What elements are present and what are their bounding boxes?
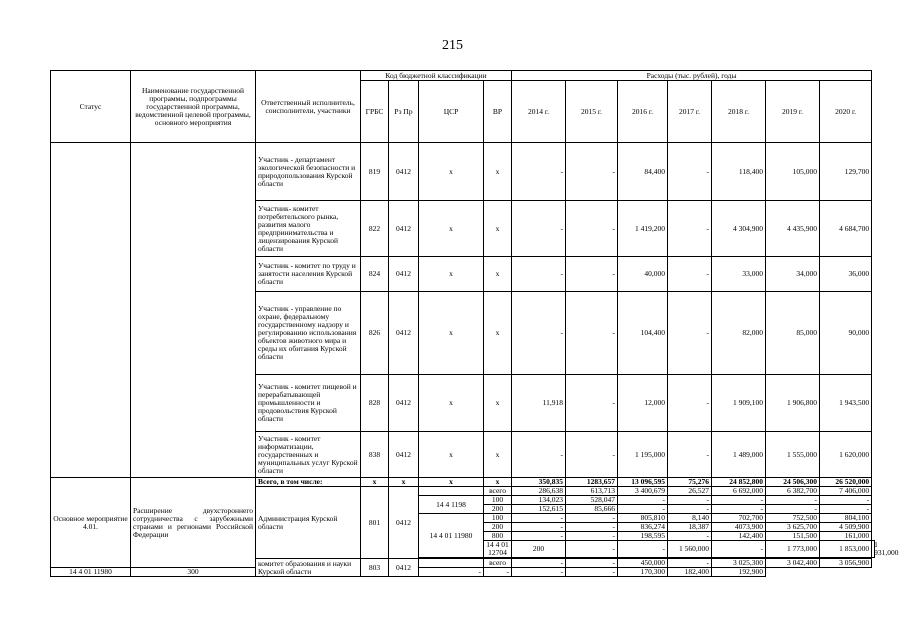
value-cell: - [512, 257, 566, 292]
value-cell: - [566, 201, 618, 257]
participant-name: Участник - управление по охране, федеральному государственному надзору и регулированию использования объектов животного мира и среды их обитания Курской области [256, 292, 361, 375]
value-cell: - [484, 568, 512, 577]
vr-cell: х [484, 432, 512, 478]
rzpr-cell: 0412 [389, 432, 419, 478]
header-year: 2019 г. [766, 81, 820, 143]
value-cell: 3 042,400 [766, 559, 820, 568]
value-cell: - [618, 496, 668, 505]
table-row [51, 568, 875, 577]
value-cell: 613,713 [566, 487, 618, 496]
value-cell: 450,000 [618, 559, 668, 568]
value-cell: - [566, 541, 618, 558]
value-cell: 1 853,000 [820, 541, 872, 558]
value-cell: 152,615 [512, 505, 566, 514]
value-cell: 1 560,000 [668, 541, 712, 558]
vr-cell: 800 [484, 532, 512, 541]
value-cell: 33,000 [712, 257, 766, 292]
vr-cell: всего [484, 559, 512, 568]
participant-name: Участник- комитет потребительского рынка, развития малого предпринимательства и лицензирования Курской области [256, 201, 361, 257]
value-cell: - [712, 505, 766, 514]
value-cell: 1 931,000 [872, 541, 875, 558]
value-cell: 4 684,700 [820, 201, 872, 257]
value-cell: - [512, 143, 566, 201]
value-cell: 1 195,000 [618, 432, 668, 478]
rzpr-cell: 0412 [389, 201, 419, 257]
status-cell-empty [51, 143, 131, 478]
value-cell: 118,400 [712, 143, 766, 201]
value-cell: - [712, 541, 766, 558]
vr-cell: 200 [512, 541, 566, 558]
header-year: 2015 г. [566, 81, 618, 143]
value-cell: 105,000 [766, 143, 820, 201]
value-cell: 85,666 [566, 505, 618, 514]
value-cell: - [712, 496, 766, 505]
header-csr: ЦСР [419, 81, 484, 143]
value-cell: - [820, 505, 872, 514]
header-year: 2016 г. [618, 81, 668, 143]
value-cell: - [512, 432, 566, 478]
value-cell: - [668, 532, 712, 541]
value-cell: 18,387 [668, 523, 712, 532]
value-cell: 26 520,000 [820, 478, 872, 487]
vr-cell: 300 [131, 568, 256, 577]
value-cell: - [618, 505, 668, 514]
event-status: Основное мероприятие 4.01. [51, 478, 131, 568]
value-cell: 805,810 [618, 514, 668, 523]
participant-name: Участник - комитет информатизации, государственных и муниципальных услуг Курской области [256, 432, 361, 478]
value-cell: - [668, 292, 712, 375]
value-cell: - [668, 143, 712, 201]
header-year: 2014 г. [512, 81, 566, 143]
csr-cell: 14 4 01 11980 [51, 568, 131, 577]
csr-cell: х [419, 375, 484, 432]
value-cell: 84,400 [618, 143, 668, 201]
value-cell: 75,276 [668, 478, 712, 487]
value-cell: - [766, 496, 820, 505]
rzpr-cell: 0412 [389, 375, 419, 432]
value-cell: 85,000 [766, 292, 820, 375]
value-cell: - [566, 257, 618, 292]
value-cell: - [512, 523, 566, 532]
value-cell: 6 692,000 [712, 487, 766, 496]
value-cell: 1 909,100 [712, 375, 766, 432]
participant-name: Участник - департамент экологической безопасности и природопользования Курской области [256, 143, 361, 201]
value-cell: 1283,657 [566, 478, 618, 487]
value-cell: - [512, 568, 566, 577]
grbs-cell: 803 [361, 559, 389, 577]
value-cell: - [566, 143, 618, 201]
grbs-cell: 822 [361, 201, 389, 257]
vr-cell: 200 [484, 523, 512, 532]
value-cell: 1 943,500 [820, 375, 872, 432]
value-cell: - [512, 559, 566, 568]
table-row [51, 143, 875, 201]
grbs-cell: 828 [361, 375, 389, 432]
value-cell: 804,100 [820, 514, 872, 523]
csr-cell: 14 4 01 12704 [484, 541, 512, 558]
csr-cell: х [419, 257, 484, 292]
edu-name: комитет образования и науки Курской области [256, 559, 361, 577]
value-cell: 350,835 [512, 478, 566, 487]
header-responsible: Ответственный исполнитель, соисполнители, участники [256, 71, 361, 143]
value-cell: - [419, 568, 484, 577]
value-cell: - [618, 541, 668, 558]
value-cell: - [566, 432, 618, 478]
grbs-cell: 838 [361, 432, 389, 478]
value-cell: 3 400,679 [618, 487, 668, 496]
header-budget-code: Код бюджетной классификации [361, 71, 512, 81]
value-cell: - [668, 432, 712, 478]
grbs-cell: 826 [361, 292, 389, 375]
value-cell: - [512, 201, 566, 257]
rzpr-cell: х [389, 478, 419, 487]
vr-cell: х [484, 292, 512, 375]
total-label: Всего, в том числе: [256, 478, 361, 487]
value-cell: - [566, 559, 618, 568]
rzpr-cell: 0412 [389, 257, 419, 292]
value-cell: - [566, 523, 618, 532]
page-number: 215 [442, 38, 463, 53]
value-cell: - [668, 201, 712, 257]
value-cell: 170,300 [618, 568, 668, 577]
value-cell: 1 555,000 [766, 432, 820, 478]
value-cell: 198,595 [618, 532, 668, 541]
value-cell: - [566, 292, 618, 375]
value-cell: 3 025,300 [712, 559, 766, 568]
vr-cell: х [484, 201, 512, 257]
header-year: 2018 г. [712, 81, 766, 143]
value-cell: 12,000 [618, 375, 668, 432]
value-cell: 4 435,900 [766, 201, 820, 257]
value-cell: 151,500 [766, 532, 820, 541]
csr-cell: 14 4 01 11980 [419, 514, 484, 558]
value-cell: 702,700 [712, 514, 766, 523]
value-cell: - [566, 532, 618, 541]
value-cell: 134,023 [512, 496, 566, 505]
value-cell: - [668, 257, 712, 292]
header-name: Наименование государственной программы, подпрограммы государственной программы, ведомственной целевой программы, основного мероприятия [131, 71, 256, 143]
value-cell: 4073,900 [712, 523, 766, 532]
value-cell: - [668, 505, 712, 514]
value-cell: 24 506,300 [766, 478, 820, 487]
value-cell: 26,527 [668, 487, 712, 496]
header-year: 2017 г. [668, 81, 712, 143]
csr-cell: х [419, 143, 484, 201]
value-cell: 1 489,000 [712, 432, 766, 478]
value-cell: 40,000 [618, 257, 668, 292]
value-cell: - [566, 568, 618, 577]
value-cell: 182,400 [668, 568, 712, 577]
value-cell: 142,400 [712, 532, 766, 541]
value-cell: 286,638 [512, 487, 566, 496]
vr-cell: 200 [484, 505, 512, 514]
grbs-cell: 819 [361, 143, 389, 201]
value-cell: 836,274 [618, 523, 668, 532]
csr-cell: х [419, 432, 484, 478]
value-cell: 36,000 [820, 257, 872, 292]
vr-cell: всего [484, 487, 512, 496]
value-cell: 82,000 [712, 292, 766, 375]
value-cell: 7 406,000 [820, 487, 872, 496]
value-cell: 3 625,700 [766, 523, 820, 532]
value-cell: 3 056,900 [820, 559, 872, 568]
vr-cell: х [484, 257, 512, 292]
value-cell: 1 419,200 [618, 201, 668, 257]
value-cell: - [668, 496, 712, 505]
value-cell: - [512, 292, 566, 375]
value-cell: 4 509,900 [820, 523, 872, 532]
value-cell: - [566, 375, 618, 432]
rzpr-cell: 0412 [389, 559, 419, 577]
value-cell: 192,900 [712, 568, 766, 577]
csr-cell: х [419, 292, 484, 375]
vr-cell: 100 [484, 514, 512, 523]
value-cell: 8,140 [668, 514, 712, 523]
csr-cell [419, 559, 484, 568]
value-cell: 6 382,700 [766, 487, 820, 496]
value-cell: 24 852,800 [712, 478, 766, 487]
value-cell: 1 906,800 [766, 375, 820, 432]
grbs-cell: 801 [361, 487, 389, 559]
header-year: 2020 г. [820, 81, 872, 143]
value-cell: 1 620,000 [820, 432, 872, 478]
value-cell: 104,400 [618, 292, 668, 375]
value-cell: - [766, 505, 820, 514]
participant-name: Участник - комитет по труду и занятости населения Курской области [256, 257, 361, 292]
value-cell: 13 096,595 [618, 478, 668, 487]
csr-cell: х [419, 201, 484, 257]
admin-name: Администрация Курской области [256, 487, 361, 559]
value-cell: - [668, 375, 712, 432]
value-cell: 4 304,900 [712, 201, 766, 257]
value-cell: - [512, 514, 566, 523]
csr-cell: х [419, 478, 484, 487]
value-cell: 161,000 [820, 532, 872, 541]
value-cell: 34,000 [766, 257, 820, 292]
csr-cell: 14 4 1198 [419, 496, 484, 514]
grbs-cell: 824 [361, 257, 389, 292]
grbs-cell: х [361, 478, 389, 487]
value-cell: 752,500 [766, 514, 820, 523]
value-cell: - [820, 496, 872, 505]
value-cell: 528,047 [566, 496, 618, 505]
value-cell: 11,918 [512, 375, 566, 432]
value-cell: - [668, 559, 712, 568]
vr-cell: х [484, 143, 512, 201]
value-cell: 1 773,000 [766, 541, 820, 558]
vr-cell: 100 [484, 496, 512, 505]
header-expenses: Расходы (тыс. рублей), годы [512, 71, 872, 81]
vr-cell: х [484, 478, 512, 487]
value-cell: 129,700 [820, 143, 872, 201]
name-cell-empty [131, 143, 256, 478]
budget-table [50, 70, 899, 577]
csr-cell [419, 487, 484, 496]
value-cell: - [512, 532, 566, 541]
rzpr-cell: 0412 [389, 143, 419, 201]
rzpr-cell: 0412 [389, 292, 419, 375]
event-name: Расширение двухстороннего сотрудничества с зарубежными странами и регионами Российской Федерации [131, 478, 256, 568]
header-status: Статус [51, 71, 131, 143]
header-vr: ВР [484, 81, 512, 143]
participant-name: Участник - комитет пищевой и перерабатывающей промышленности и продовольствия Курской области [256, 375, 361, 432]
vr-cell: х [484, 375, 512, 432]
value-cell: - [566, 514, 618, 523]
value-cell: 90,000 [820, 292, 872, 375]
rzpr-cell: 0412 [389, 487, 419, 559]
header-grbs: ГРБС [361, 81, 389, 143]
header-rzpr: Рз Пр [389, 81, 419, 143]
